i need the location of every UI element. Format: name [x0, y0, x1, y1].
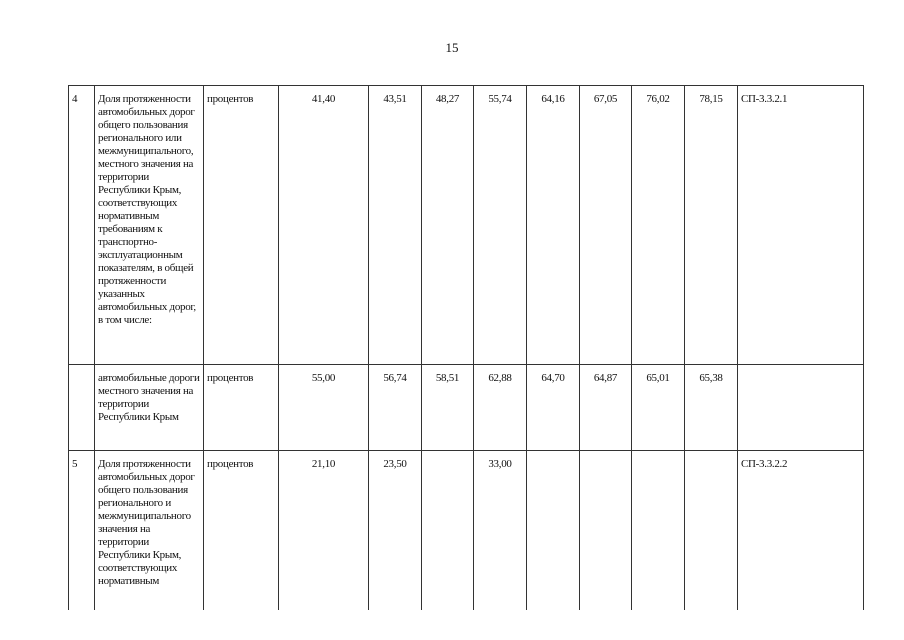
value-cell: 65,01 — [632, 365, 685, 451]
value-cell — [527, 451, 580, 612]
value-cell — [632, 451, 685, 612]
value-cell: 55,00 — [279, 365, 369, 451]
value-cell — [580, 451, 632, 612]
row-number: 4 — [69, 86, 95, 365]
indicator-name: Доля протяженности автомобильных дорог общего пользования регионального или межмуниципального, местного значения на территории Республики Крым, соответствующих нормативным требованиям к транспортно-эксплуатационным показателям, в общей протяженности указанных автомобильных дорог, в том числе: — [95, 86, 204, 365]
indicators-table — [68, 85, 864, 611]
table-row — [69, 86, 864, 365]
program-code-cell — [738, 365, 864, 451]
value-cell: 64,70 — [527, 365, 580, 451]
value-cell: 33,00 — [474, 451, 527, 612]
value-cell: 65,38 — [685, 365, 738, 451]
indicator-name: Доля протяженности автомобильных дорог общего пользования регионального и межмуниципального значения на территории Республики Крым, соответствующих нормативным — [95, 451, 204, 612]
value-cell: 41,40 — [279, 86, 369, 365]
value-cell: 58,51 — [422, 365, 474, 451]
program-code-cell: СП-3.3.2.1 — [738, 86, 864, 365]
table-row — [69, 365, 864, 451]
row-number — [69, 365, 95, 451]
unit-cell: процентов — [204, 365, 279, 451]
value-cell: 67,05 — [580, 86, 632, 365]
program-code-cell: СП-3.3.2.2 — [738, 451, 864, 612]
value-cell: 62,88 — [474, 365, 527, 451]
value-cell — [685, 451, 738, 612]
value-cell: 78,15 — [685, 86, 738, 365]
page-bottom-margin — [0, 610, 904, 640]
value-cell — [422, 451, 474, 612]
row-number: 5 — [69, 451, 95, 612]
value-cell: 23,50 — [369, 451, 422, 612]
page-number: 15 — [445, 40, 459, 55]
value-cell: 76,02 — [632, 86, 685, 365]
value-cell: 48,27 — [422, 86, 474, 365]
value-cell: 56,74 — [369, 365, 422, 451]
unit-cell: процентов — [204, 86, 279, 365]
value-cell: 64,16 — [527, 86, 580, 365]
table-row — [69, 451, 864, 612]
value-cell: 21,10 — [279, 451, 369, 612]
value-cell: 55,74 — [474, 86, 527, 365]
indicator-name: автомобильные дороги местного значения на территории Республики Крым — [95, 365, 204, 451]
value-cell: 64,87 — [580, 365, 632, 451]
unit-cell: процентов — [204, 451, 279, 612]
value-cell: 43,51 — [369, 86, 422, 365]
